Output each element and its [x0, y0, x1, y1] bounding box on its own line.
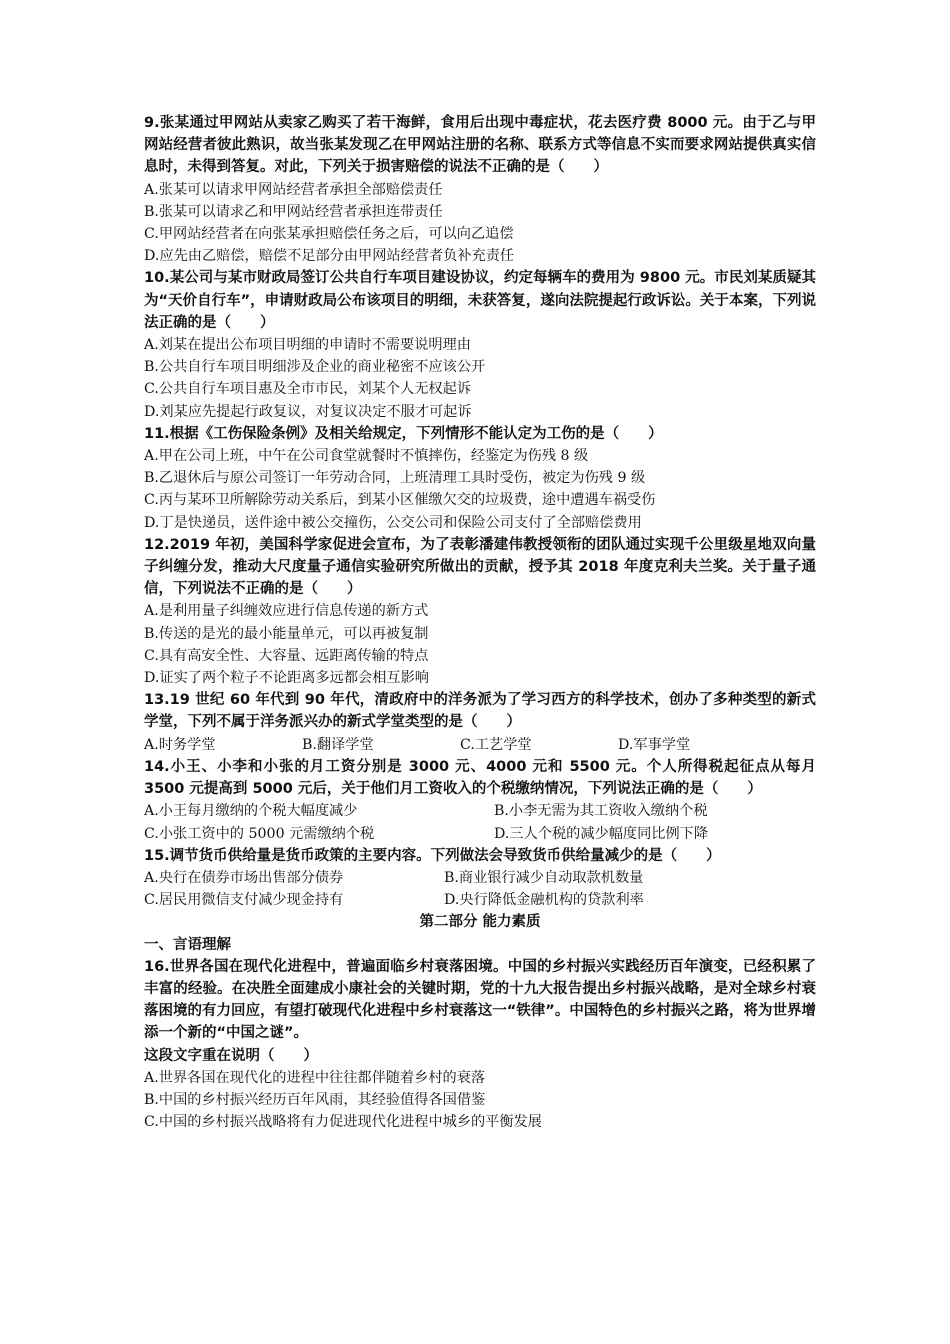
- section-title: 第二部分 能力素质: [419, 914, 541, 931]
- option-d: D.证实了两个粒子不论距离多远都会相互影响: [144, 670, 429, 687]
- option-b: B.翻译学堂: [302, 736, 374, 753]
- question-prompt: 这段文字重在说明（ ）: [144, 1047, 318, 1064]
- option-d: D.央行降低金融机构的贷款利率: [444, 892, 644, 909]
- option-b: B.公共自行车项目明细涉及企业的商业秘密不应该公开: [144, 359, 486, 376]
- option-c: C.具有高安全性、大容量、远距离传输的特点: [144, 647, 429, 664]
- option-c: C.居民用微信支付减少现金持有: [144, 892, 344, 909]
- question-stem: 12.2019 年初，美国科学家促进会宣布，为了表彰潘建伟教授领衔的团队通过实现千公里级星地双向量子纠缠分发，推动大尺度量子通信实验研究所做出的贡献，授予其 2018 年度克利夫兰奖。关于量子通信，下列说法不正确的是（ ）: [144, 536, 816, 598]
- question-10: [144, 267, 816, 422]
- options-row: [144, 800, 816, 822]
- option-d: D.应先由乙赔偿，赔偿不足部分由甲网站经营者负补充责任: [144, 248, 515, 265]
- option-a: A.小王每月缴纳的个税大幅度减少: [144, 803, 358, 820]
- question-stem: 11.根据《工伤保险条例》及相关给规定，下列情形不能认定为工伤的是（ ）: [144, 425, 663, 442]
- option-b: B.中国的乡村振兴经历百年风雨，其经验值得各国借鉴: [144, 1091, 486, 1108]
- option-c: C.丙与某环卫所解除劳动关系后，到某小区催缴欠交的垃圾费，途中遭遇车祸受伤: [144, 492, 656, 509]
- option-d: D.三人个税的减少幅度同比例下降: [494, 825, 709, 842]
- option-a: A.甲在公司上班，中午在公司食堂就餐时不慎摔伤，经鉴定为伤残 8 级: [144, 448, 589, 465]
- option-b: B.张某可以请求乙和甲网站经营者承担连带责任: [144, 203, 443, 220]
- question-9: [144, 112, 816, 267]
- option-c: C.小张工资中的 5000 元需缴纳个税: [144, 825, 375, 842]
- question-stem: 9.张某通过甲网站从卖家乙购买了若干海鲜，食用后出现中毒症状，花去医疗费 8000 元。由于乙与甲网站经营者彼此熟识，故当张某发现乙在甲网站注册的名称、联系方式等信息不实而要求网站提供真实信息时，未得到答复。对此，下列关于损害赔偿的说法不正确的是（ ）: [144, 115, 816, 176]
- option-a: A.时务学堂: [144, 736, 216, 753]
- option-b: B.乙退休后与原公司签订一年劳动合同，上班清理工具时受伤，被定为伤残 9 级: [144, 470, 646, 487]
- question-11: [144, 423, 816, 534]
- option-d: D.刘某应先提起行政复议，对复议决定不服才可起诉: [144, 403, 472, 420]
- option-a: A.世界各国在现代化的进程中往往都伴随着乡村的衰落: [144, 1069, 486, 1086]
- exam-page: [144, 112, 816, 1133]
- question-stem: 15.调节货币供给量是货币政策的主要内容。下列做法会导致货币供给量减少的是（ ）: [144, 847, 721, 864]
- section-subtitle: 一、言语理解: [144, 936, 231, 953]
- question-14: [144, 756, 816, 845]
- option-a: A.央行在债券市场出售部分债券: [144, 869, 344, 886]
- option-d: D.军事学堂: [618, 736, 691, 753]
- option-b: B.商业银行减少自动取款机数量: [444, 869, 644, 886]
- options-row: [144, 823, 816, 845]
- option-c: C.工艺学堂: [460, 736, 532, 753]
- option-b: B.传送的是光的最小能量单元，可以再被复制: [144, 625, 429, 642]
- options-row: [144, 889, 816, 911]
- option-d: D.丁是快递员，送件途中被公交撞伤，公交公司和保险公司支付了全部赔偿费用: [144, 514, 642, 531]
- question-13: [144, 689, 816, 756]
- question-15: [144, 845, 816, 912]
- option-c: C.公共自行车项目惠及全市市民，刘某个人无权起诉: [144, 381, 471, 398]
- option-b: B.小李无需为其工资收入缴纳个税: [494, 803, 708, 820]
- question-12: [144, 534, 816, 689]
- question-stem: 14.小王、小李和小张的月工资分别是 3000 元、4000 元和 5500 元。个人所得税起征点从每月 3500 元提高到 5000 元后，关于他们月工资收入的个税缴纳情况，下列说法正确的是（ ）: [144, 758, 816, 798]
- option-a: A.刘某在提出公布项目明细的申请时不需要说明理由: [144, 337, 471, 354]
- option-a: A.张某可以请求甲网站经营者承担全部赔偿责任: [144, 181, 443, 198]
- question-stem: 16.世界各国在现代化进程中，普遍面临乡村衰落困境。中国的乡村振兴实践经历百年演变，已经积累了丰富的经验。在决胜全面建成小康社会的关键时期，党的十九大报告提出乡村振兴战略，是对全球乡村衰落困境的有力回应，有望打破现代化进程中乡村衰落这一“铁律”。中国特色的乡村振兴之路，将为世界增添一个新的“中国之谜”。: [144, 958, 816, 1042]
- option-a: A.是利用量子纠缠效应进行信息传递的新方式: [144, 603, 429, 620]
- options-row: [144, 867, 816, 889]
- question-16: [144, 956, 816, 1134]
- option-c: C.中国的乡村振兴战略将有力促进现代化进程中城乡的平衡发展: [144, 1114, 542, 1131]
- question-stem: 10.某公司与某市财政局签订公共自行车项目建设协议，约定每辆车的费用为 9800 元。市民刘某质疑其为“天价自行车”，申请财政局公布该项目的明细，未获答复，遂向法院提起行政诉讼。关于本案，下列说法正确的是（ ）: [144, 270, 816, 331]
- options-row: [144, 734, 816, 756]
- option-c: C.甲网站经营者在向张某承担赔偿任务之后，可以向乙追偿: [144, 226, 514, 243]
- question-stem: 13.19 世纪 60 年代到 90 年代，清政府中的洋务派为了学习西方的科学技术，创办了多种类型的新式学堂，下列不属于洋务派兴办的新式学堂类型的是（ ）: [144, 692, 816, 731]
